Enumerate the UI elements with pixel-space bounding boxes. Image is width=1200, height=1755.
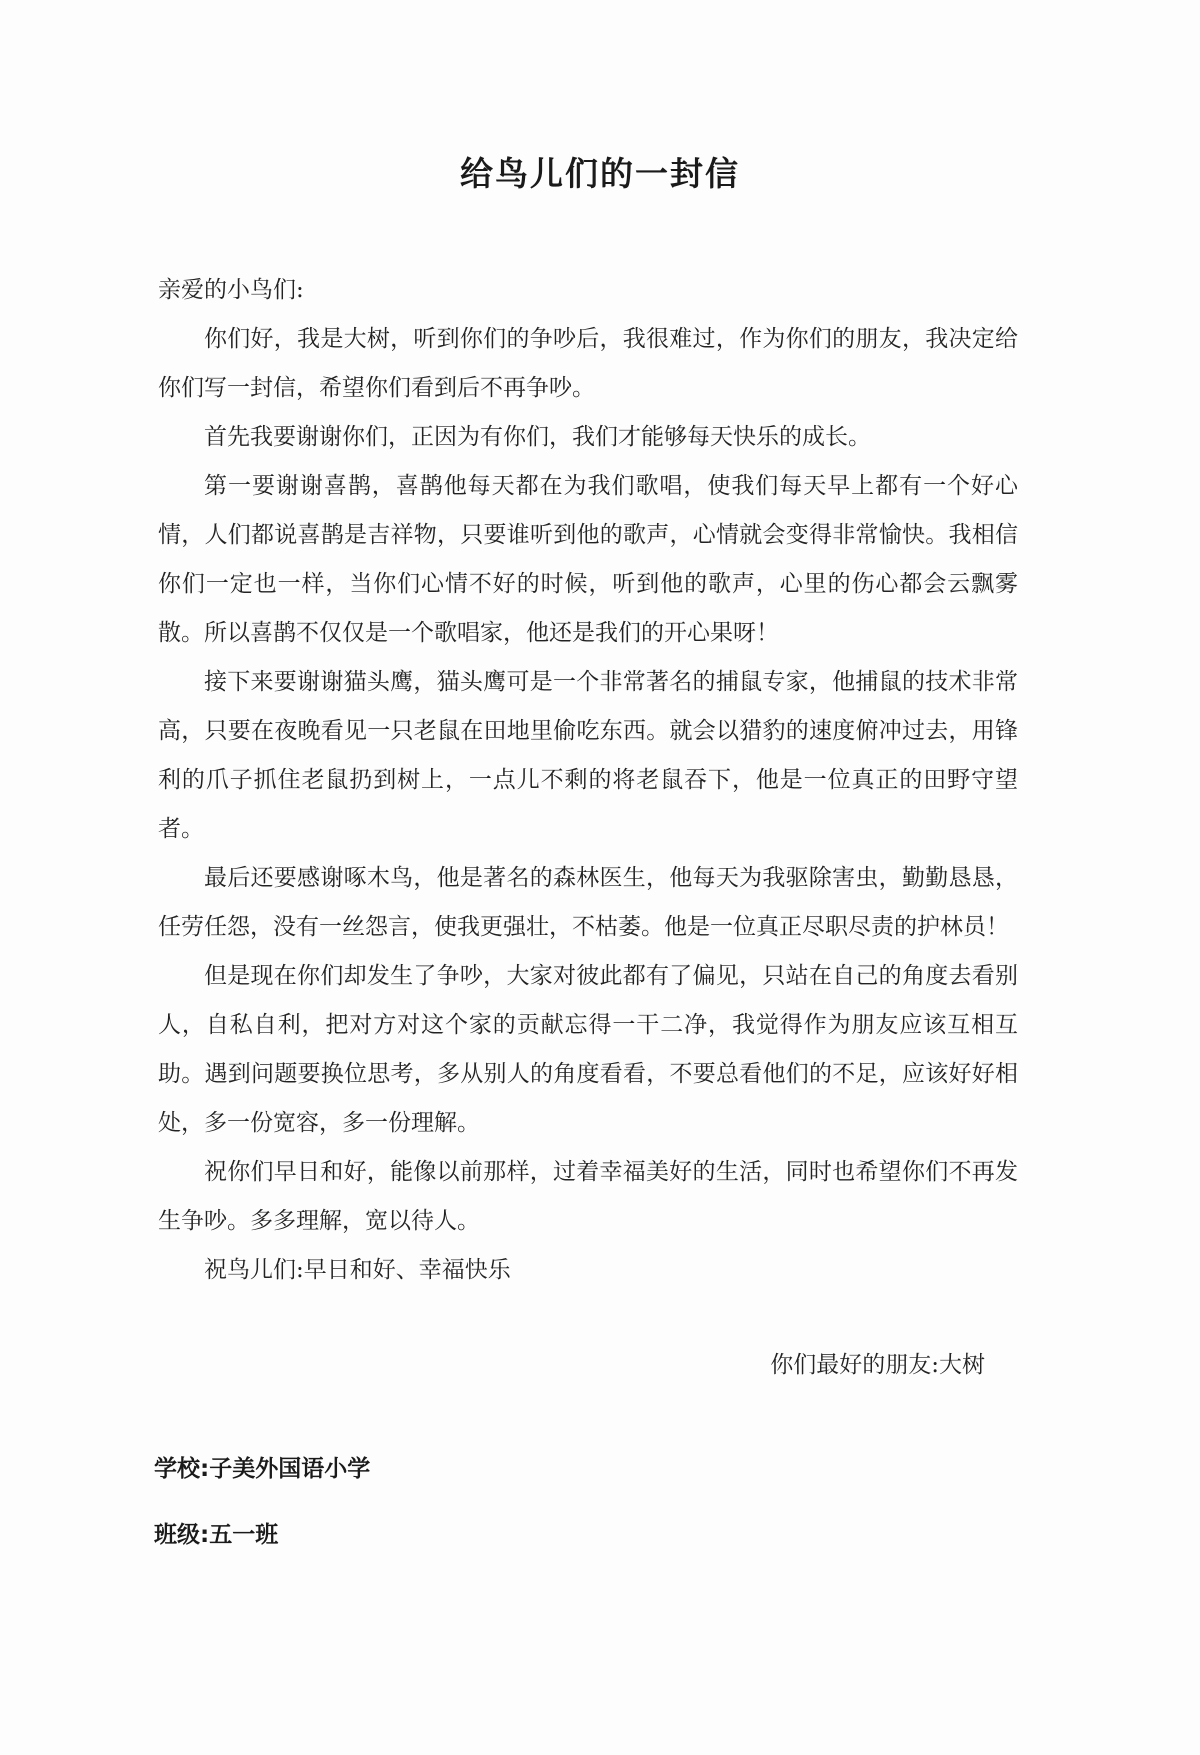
paragraph-wish: 祝你们早日和好，能像以前那样，过着幸福美好的生活，同时也希望你们不再发生争吵。多多理解，宽以待人。 xyxy=(158,1159,1018,1234)
paragraph-greeting: 你们好，我是大树，听到你们的争吵后，我很难过，作为你们的朋友，我决定给你们写一封信，希望你们看到后不再争吵。 xyxy=(158,326,1018,401)
salutation: 亲爱的小鸟们: xyxy=(158,277,304,303)
paragraph-closing: 祝鸟儿们:早日和好、幸福快乐 xyxy=(204,1257,511,1283)
letter-body xyxy=(158,266,1018,1295)
paragraph-thanks: 首先我要谢谢你们，正因为有你们，我们才能够每天快乐的成长。 xyxy=(204,424,871,450)
letter-title: 给鸟儿们的一封信 xyxy=(460,154,740,193)
paragraph-owl: 接下来要谢谢猫头鹰，猫头鹰可是一个非常著名的捕鼠专家，他捕鼠的技术非常高，只要在夜晚看见一只老鼠在田地里偷吃东西。就会以猎豹的速度俯冲过去，用锋利的爪子抓住老鼠扔到树上，一点儿不剩的将老鼠吞下，他是一位真正的田野守望者。 xyxy=(158,669,1018,842)
class-label: 班级:五一班 xyxy=(154,1522,279,1548)
paragraph-woodpecker: 最后还要感谢啄木鸟，他是著名的森林医生，他每天为我驱除害虫，勤勤恳恳，任劳任怨，没有一丝怨言，使我更强壮，不枯萎。他是一位真正尽职尽责的护林员！ xyxy=(158,865,1018,940)
paragraph-magpie: 第一要谢谢喜鹊，喜鹊他每天都在为我们歌唱，使我们每天早上都有一个好心情，人们都说喜鹊是吉祥物，只要谁听到他的歌声，心情就会变得非常愉快。我相信你们一定也一样，当你们心情不好的时候，听到他的歌声，心里的伤心都会云飘雾散。所以喜鹊不仅仅是一个歌唱家，他还是我们的开心果呀！ xyxy=(158,473,1018,646)
signature: 你们最好的朋友:大树 xyxy=(770,1352,985,1378)
school-label: 学校:子美外国语小学 xyxy=(154,1456,371,1482)
paragraph-quarrel: 但是现在你们却发生了争吵，大家对彼此都有了偏见，只站在自己的角度去看别人，自私自利，把对方对这个家的贡献忘得一干二净，我觉得作为朋友应该互相互助。遇到问题要换位思考，多从别人的角度看看，不要总看他们的不足，应该好好相处，多一份宽容，多一份理解。 xyxy=(158,963,1018,1136)
